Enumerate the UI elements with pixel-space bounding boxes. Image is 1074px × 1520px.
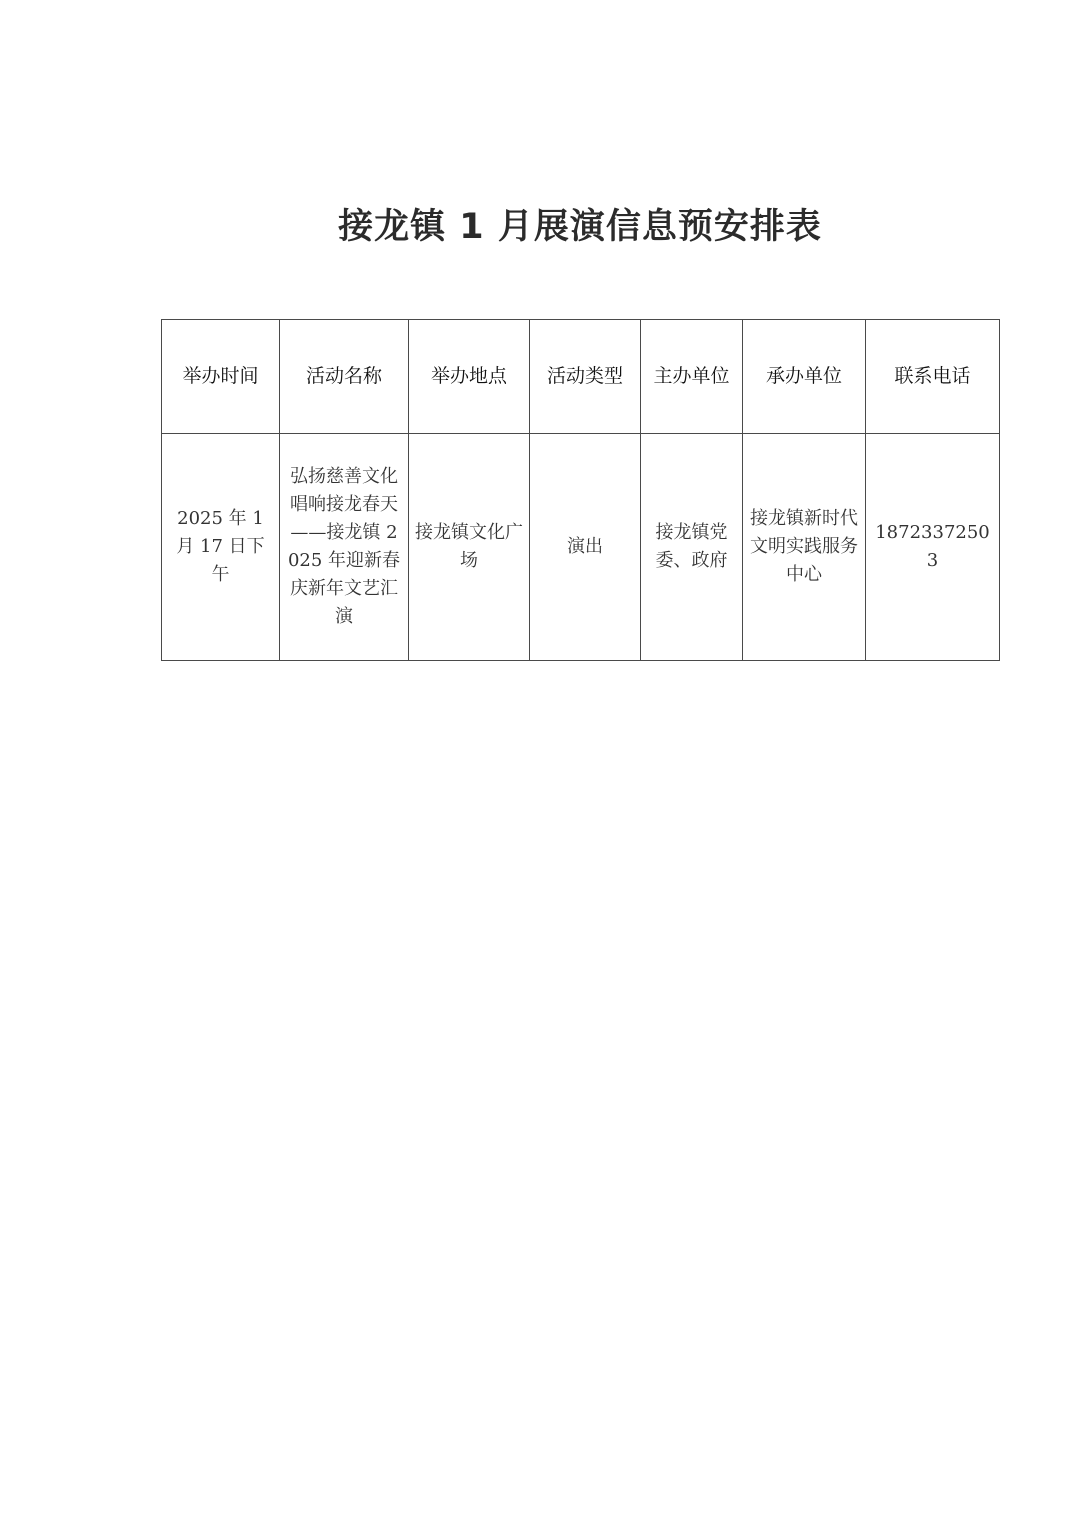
header-name: 活动名称: [280, 320, 409, 434]
header-location: 举办地点: [409, 320, 530, 434]
header-phone: 联系电话: [866, 320, 1000, 434]
cell-phone: 18723372503: [866, 434, 1000, 661]
schedule-table: [161, 319, 1000, 661]
document-title: 接龙镇 1 月展演信息预安排表: [338, 207, 822, 247]
cell-location: 接龙镇文化广场: [409, 434, 530, 661]
cell-type: 演出: [530, 434, 641, 661]
header-host: 主办单位: [641, 320, 743, 434]
header-type: 活动类型: [530, 320, 641, 434]
cell-name: 弘扬慈善文化 唱响接龙春天——接龙镇 2025 年迎新春庆新年文艺汇演: [280, 434, 409, 661]
cell-organizer: 接龙镇新时代文明实践服务中心: [743, 434, 866, 661]
cell-time: 2025 年 1 月 17 日下午: [162, 434, 280, 661]
header-time: 举办时间: [162, 320, 280, 434]
cell-host: 接龙镇党委、政府: [641, 434, 743, 661]
table-row: [162, 434, 1000, 661]
table-header-row: [162, 320, 1000, 434]
header-organizer: 承办单位: [743, 320, 866, 434]
